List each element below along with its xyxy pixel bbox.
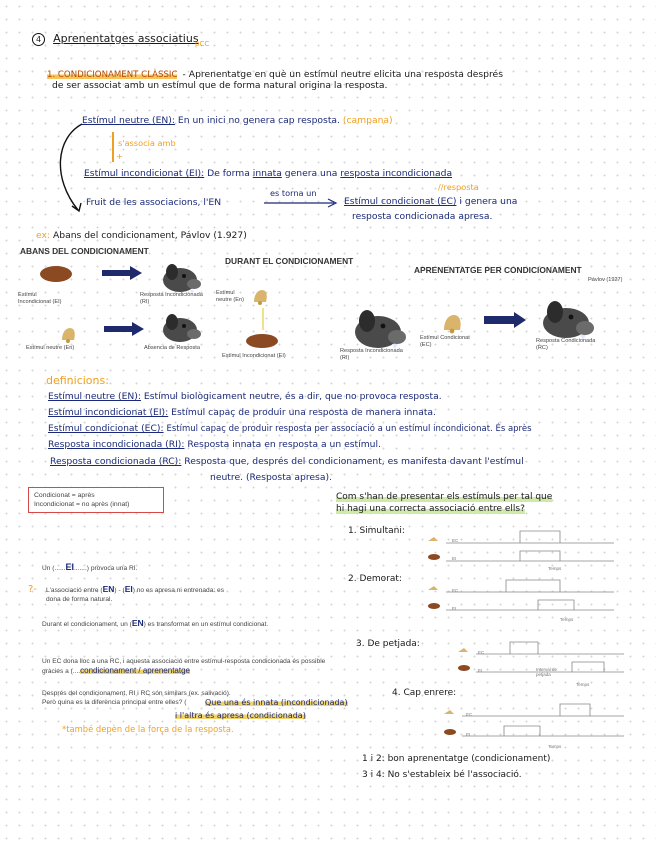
pres-label-4: 4. Cap enrere: bbox=[392, 688, 457, 698]
ei-innata: innata bbox=[252, 168, 282, 179]
tl2-time: Temps bbox=[560, 617, 574, 622]
quiz-post: ) es transformat en un estímul condicionat. bbox=[143, 621, 269, 628]
es-torna-text: es torna un bbox=[270, 188, 317, 198]
quiz-answer-a bbox=[205, 698, 348, 707]
cap-en: Estímul neutre (En) bbox=[26, 345, 75, 351]
ec-label: Estímul condicionat (EC) bbox=[344, 196, 457, 207]
quiz-answer-b bbox=[175, 711, 306, 720]
bell-icon bbox=[250, 286, 270, 306]
definitions-title: definicions: bbox=[46, 374, 109, 387]
bracket-arrow bbox=[48, 118, 88, 223]
condicionat-box bbox=[28, 487, 164, 513]
ei-text-b: genera una bbox=[284, 168, 338, 179]
def-text: Resposta que, després del condicionament, es manifesta davant l'estímul bbox=[184, 456, 524, 467]
cc-abbrev: pCC bbox=[195, 40, 210, 48]
def-text: Estímul capaç de produir una resposta de manera innata. bbox=[171, 407, 436, 418]
def-text: Resposta innata en resposta a un estímul. bbox=[187, 439, 381, 450]
associa-text: s'associa amb bbox=[118, 138, 176, 148]
cap-ei-mid: Estímul Incondicionat (EI) bbox=[222, 353, 286, 359]
ei-label: Estímul incondicionat (EI): bbox=[84, 168, 205, 179]
timeline-demorat bbox=[424, 576, 624, 622]
fruit-text: Fruit de les associacions, l'EN bbox=[86, 197, 222, 208]
tl1-ec: EC bbox=[452, 538, 459, 543]
diagram-head-after: APRENENTATGE PER CONDICIONAMENT bbox=[414, 265, 582, 275]
quiz-mid: ) - ( bbox=[114, 587, 125, 594]
bell-icon bbox=[58, 324, 78, 344]
tl1-ei: EI bbox=[452, 556, 457, 561]
def-item-4 bbox=[50, 456, 524, 468]
quiz-fill: EN bbox=[131, 618, 144, 628]
tl4-time: Temps bbox=[548, 744, 562, 749]
section-title: Aprenentatges associatius bbox=[53, 32, 199, 45]
pairing-line bbox=[262, 308, 264, 330]
en-text: En un inici no genera cap resposta. bbox=[177, 115, 340, 126]
quiz-question-mark: ?- bbox=[28, 584, 37, 595]
box-line2: Incondicionat = no après (innat) bbox=[34, 501, 130, 508]
classic-def-line1: - Aprenentatge en què un estímul neutre elicita una resposta després bbox=[182, 69, 503, 80]
quiz-post: ) no es apresa ni entrenada: es dona de forma natural. bbox=[46, 587, 224, 603]
cap-rc: Resposta Condicionada (RC) bbox=[536, 338, 596, 351]
en-label: Estímul neutre (EN): bbox=[82, 115, 175, 126]
quiz-pre: Durant el condicionament, un ( bbox=[42, 621, 132, 628]
ei-resp: resposta incondicionada bbox=[340, 168, 453, 179]
ei-text-a: De forma bbox=[207, 168, 250, 179]
dog-icon bbox=[160, 262, 202, 294]
question-line2: hi hagi una correcta associació entre ells? bbox=[336, 504, 525, 514]
pres-label-3: 3. De petjada: bbox=[356, 639, 420, 649]
tl2-ei: EI bbox=[452, 606, 457, 611]
diagram-credit: Pávlov (1927) bbox=[588, 277, 623, 283]
cap-ri-mid: Resposta Incondicionada (RI) bbox=[340, 348, 403, 361]
def-item-2 bbox=[48, 423, 532, 435]
cap-en-top: Estímul neutre (En) bbox=[216, 290, 244, 303]
quiz-item-2 bbox=[42, 619, 272, 629]
timeline-enrere bbox=[440, 700, 630, 748]
transform-arrow bbox=[262, 198, 342, 208]
def-label: Estímul condicionat (EC): bbox=[48, 423, 164, 434]
tl3-ec: EC bbox=[478, 650, 485, 655]
tl3-ei: EI bbox=[478, 668, 483, 673]
def-item-0 bbox=[48, 391, 442, 403]
en-example: (campana) bbox=[342, 115, 393, 126]
diagram-head-before: ABANS DEL CONDICIONAMENT bbox=[20, 246, 149, 256]
quiz-note: *també depèn de la força de la resposta. bbox=[62, 724, 234, 734]
summary-1: 1 i 2: bon aprenentatge (condicionament) bbox=[362, 754, 551, 764]
def-text: Estímul biològicament neutre, és a dir, que no provoca resposta. bbox=[143, 391, 442, 402]
quiz-pre: Un (...... bbox=[42, 565, 66, 572]
quiz-fill: Que una és innata (incondicionada) bbox=[205, 698, 348, 707]
def-label: Estímul incondicionat (EI): bbox=[48, 407, 169, 418]
dog-icon bbox=[160, 312, 202, 344]
arrow-icon bbox=[104, 322, 144, 336]
tl3-extra: Interval de petjada bbox=[536, 667, 558, 677]
pres-label-1: 1. Simultani: bbox=[348, 526, 405, 536]
cap-absencia: Absencia de Resposta bbox=[144, 345, 200, 351]
classic-def-line2: de ser associat amb un estímul que de forma natural origina la resposta. bbox=[52, 80, 388, 91]
box-line1: Condicionat = après bbox=[34, 492, 95, 499]
classic-title: 1. CONDICIONAMENT CLÀSSIC bbox=[47, 70, 178, 80]
plus-sign: + bbox=[116, 151, 123, 161]
example-line bbox=[36, 230, 247, 242]
quiz-fill2: i l'altra és apresa (condicionada) bbox=[175, 711, 306, 720]
quiz-pre: Després del condicionament, RI i RC són similars (ex. salivació). Però quina es la diferència principal entre elles? ( bbox=[42, 690, 231, 706]
tl4-ei: EI bbox=[466, 732, 471, 737]
dog-icon bbox=[352, 308, 408, 350]
def-text: Estímul capaç de produir resposta per associació a un estímul incondicionat. És après bbox=[166, 424, 532, 434]
section-header bbox=[32, 27, 199, 46]
quiz-fill2: EI bbox=[124, 584, 133, 594]
quiz-item-1 bbox=[46, 585, 236, 604]
ei-line bbox=[84, 168, 452, 180]
timeline-petjada bbox=[454, 638, 630, 686]
food-bowl-icon bbox=[246, 334, 278, 348]
summary-2: 3 i 4: No s'estableix bé l'associació. bbox=[362, 770, 522, 780]
presentation-question bbox=[336, 491, 552, 515]
tl3-time: Temps bbox=[576, 682, 590, 687]
quiz-fill: EI bbox=[65, 562, 74, 572]
tl2-ec: EC bbox=[452, 588, 459, 593]
cap-ec: Estímul Condicionat (EC) bbox=[420, 335, 470, 348]
en-line bbox=[82, 115, 393, 127]
arrow-icon bbox=[102, 266, 142, 280]
quiz-pre: Un EC dona lloc a una RC, i aquesta associació entre estímul-resposta condicionada és possible gràcies a (.... bbox=[42, 658, 326, 675]
cap-ei: Estímul Incondicionat (EI) bbox=[18, 292, 62, 305]
pres-label-2: 2. Demorat: bbox=[348, 574, 402, 584]
quiz-item-3 bbox=[42, 657, 328, 676]
tl4-ec: EC bbox=[466, 712, 473, 717]
dog-icon bbox=[540, 300, 596, 340]
question-line1: Com s'han de presentar els estímuls per tal que bbox=[336, 492, 553, 502]
classic-definition bbox=[47, 62, 637, 81]
quiz-item-0 bbox=[42, 563, 137, 573]
ei-note: //resposta bbox=[438, 182, 479, 192]
example-label: ex: bbox=[36, 230, 51, 241]
def-item-3 bbox=[48, 439, 381, 451]
timeline-simultani bbox=[424, 527, 624, 573]
ec-line bbox=[344, 196, 517, 208]
section-number: 4 bbox=[32, 33, 45, 46]
quiz-post: .......) provoca una RI. bbox=[73, 565, 138, 572]
ec-text2: resposta condicionada apresa. bbox=[352, 211, 493, 222]
arrow-icon bbox=[484, 312, 526, 328]
def-label: Resposta condicionada (RC): bbox=[50, 456, 182, 467]
tl1-time: Temps bbox=[548, 566, 562, 571]
quiz-fill: EN bbox=[102, 584, 115, 594]
example-text: Abans del condicionament, Pávlov (1.927) bbox=[52, 230, 247, 241]
def-label: Estímul neutre (EN): bbox=[48, 391, 141, 402]
food-bowl-icon bbox=[40, 266, 72, 282]
ec-text: i genera una bbox=[459, 196, 518, 207]
associa-line bbox=[112, 132, 114, 162]
def-label: Resposta incondicionada (RI): bbox=[48, 439, 185, 450]
quiz-fill: condicionament / aprenentatge bbox=[80, 666, 190, 675]
quiz-pre: L'associació entre ( bbox=[46, 587, 103, 594]
def-item-1 bbox=[48, 407, 436, 419]
def-last-line: neutre. (Resposta apresa). bbox=[210, 472, 332, 483]
bell-icon bbox=[440, 310, 464, 334]
diagram-head-during: DURANT EL CONDICIONAMENT bbox=[225, 256, 354, 266]
cap-ri: Resposta Incondicionada (RI) bbox=[140, 292, 203, 305]
